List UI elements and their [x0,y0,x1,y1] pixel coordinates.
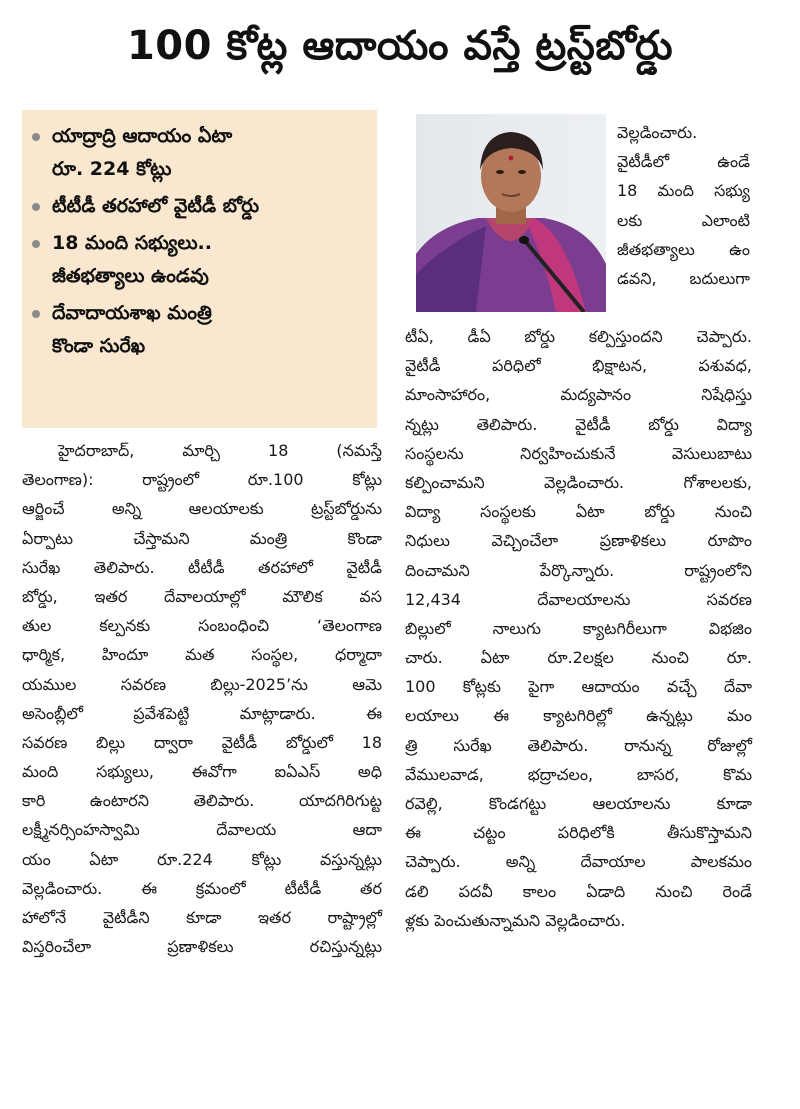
article-line: ధార్మిక, హిందూ మత సంస్థల, ధర్మాదా [22,645,382,665]
highlight-item [52,120,371,186]
article-line: చారు. ఏటా రూ.2లక్షల నుంచి రూ. [405,648,752,668]
highlight-item [52,227,371,293]
article-line: సవరణ బిల్లు ద్వారా వైటీడీ బోర్డులో 18 [22,732,382,752]
article-line: వైటీడీ పరిధిలో భిక్షాటన, పశువధ, [405,356,752,376]
article-line: 12,434 దేవాలయాలను సవరణ [405,589,752,609]
article-line: తుల కల్పనకు సంబంధించి ‘తెలంగాణ [22,616,382,636]
article-line: మంది సభ్యులు, ఈవోగా ఐఏఎస్ అధి [22,762,382,782]
article-line: 18 మంది సభ్యు [617,181,750,201]
article-line: సురేఖ తెలిపారు. టీటీడీ తరహాలో వైటీడీ [22,557,382,577]
article-line: లకు ఎలాంటి [617,210,750,230]
article-line: యముల సవరణ బిల్లు-2025’ను ఆమె [22,674,382,694]
article-line: 100 కోట్లకు పైగా ఆదాయం వచ్చే దేవా [405,677,752,697]
article-line: కల్పించామని వెల్లడించారు. గోశాలలకు, [405,472,752,492]
article-column-right-top [617,118,750,293]
article-line: కారి ఉంటారని తెలిపారు. యాదగిరిగుట్ట [22,791,382,811]
article-line: దించామని పేర్కొన్నారు. రాష్ట్రంలోని [405,560,752,580]
article-line: ళ్లకు పెంచుతున్నామని వెల్లడించారు. [405,910,626,930]
article-line: ఆర్జించే అన్ని ఆలయాలకు ట్రస్ట్‌బోర్డును [22,499,382,519]
minister-photo [416,114,606,312]
portrait-image [416,114,606,312]
article-line: లయాలు ఈ క్యాటగిరిల్లో ఉన్నట్లు మం [405,706,752,726]
highlight-line: యాద్రాద్రి ఆదాయం ఏటా [52,125,233,147]
article-line: ఏర్పాటు చేస్తామని మంత్రి కొండా [22,528,382,548]
highlight-line: దేవాదాయశాఖ మంత్రి [52,302,212,324]
highlight-line: కొండా సురేఖ [52,335,146,357]
article-line: బిల్లులో నాలుగు క్యాటగిరీలుగా విభజిం [405,618,752,638]
article-line: హైదరాబాద్, మార్చి 18 (నమస్తే [58,441,382,460]
article-line: టీఏ, డీఏ బోర్డు కల్పిస్తుందని చెప్పారు. [405,327,752,346]
article-line: డలి పదవీ కాలం ఏడాది నుంచి రెండే [405,881,752,901]
article-line: రవెల్లి, కొండగట్టు ఆలయాలను కూడా [405,794,752,813]
article-line: డవని, బదులుగా [617,268,750,288]
article-line: హాలోనే వైటీడీని కూడా ఇతర రాష్ట్రాల్లో [22,908,382,927]
article-line: యం ఏటా రూ.224 కోట్లు వస్తున్నట్లు [22,849,382,869]
highlight-line: జీతభత్యాలు ఉండవు [52,265,209,287]
headline: 100 కోట్ల ఆదాయం వస్తే ట్రస్ట్‌బోర్డు [126,23,674,69]
highlight-item [52,190,371,223]
article-line: అసెంబ్లీలో ప్రవేశపెట్టి మాట్లాడారు. ఈ [22,703,382,723]
article-line: బోర్డు, ఇతర దేవాలయాల్లో మౌలిక వస [22,586,382,606]
highlights-box [22,110,377,428]
article-line: వెల్లడించారు. ఈ క్రమంలో టీటీడీ తర [22,878,382,898]
article-line: న్నట్లు తెలిపారు. వైటీడీ బోర్డు విద్యా [405,414,752,434]
highlight-line: రూ. 224 కోట్లు [52,158,172,180]
article-line: విద్యా సంస్థలకు ఏటా బోర్డు నుంచి [405,502,752,522]
article-column-right [405,322,752,935]
highlight-line: టీటీడీ తరహాలో వైటీడీ బోర్డు [52,195,260,217]
article-line: సంస్థలను నిర్వహించుకునే వెసులుబాటు [405,443,752,463]
article-line: త్రి సురేఖ తెలిపారు. రానున్న రోజుల్లో [405,735,752,755]
article-line: విస్తరించేలా ప్రణాళికలు రచిస్తున్నట్లు [22,937,382,957]
article-line: చెప్పారు. అన్ని దేవాయాల పాలకమం [405,852,752,872]
article-column-left [22,436,382,961]
article-line: వేములవాడ, భద్రాచలం, బాసర, కొమ [405,764,752,784]
highlight-item [52,297,371,363]
article-line: వైటీడీలో ఉండే [617,152,750,172]
article-line: వెల్లడించారు. [617,123,698,142]
article-line: లక్ష్మీనర్సింహస్వామి దేవాలయ ఆదా [22,820,382,840]
article-line: తెలంగాణ): రాష్ట్రంలో రూ.100 కోట్లు [22,470,382,490]
article-line: జీతభత్యాలు ఉం [617,239,750,259]
article-line: ఈ చట్టం పరిధిలోకి తీసుకొస్తామని [405,823,752,843]
highlight-line: 18 మంది సభ్యులు.. [52,232,212,254]
article-line: నిధులు వెచ్చించేలా ప్రణాళికలు రూపొం [405,531,752,551]
article-line: మాంసాహారం, మద్యపానం నిషేధిస్తు [405,385,752,405]
